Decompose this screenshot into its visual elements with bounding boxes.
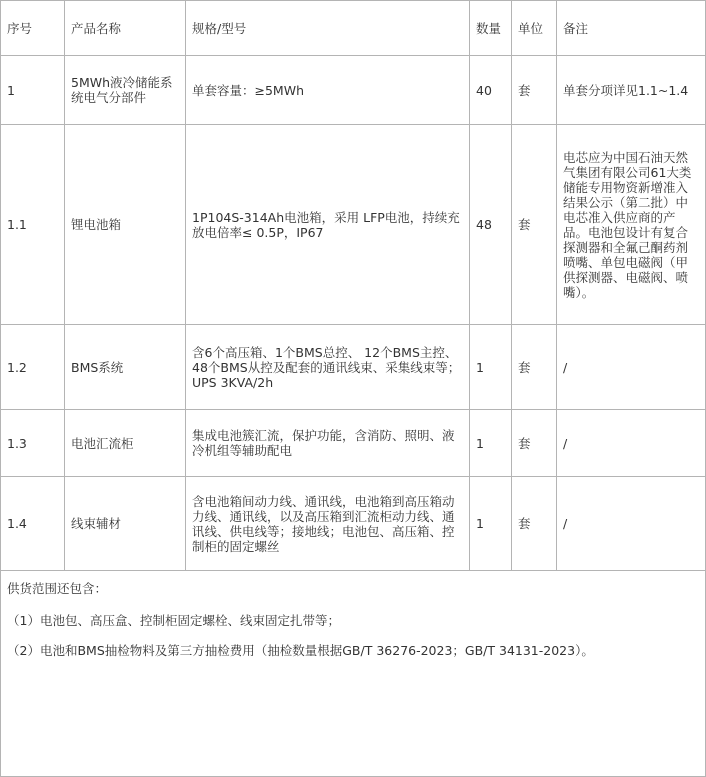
table-row <box>1 325 706 410</box>
cell-name: 锂电池箱 <box>65 125 186 325</box>
cell-name: 电池汇流柜 <box>65 410 186 477</box>
header-qty: 数量 <box>470 1 512 56</box>
cell-name: 线束辅材 <box>65 477 186 571</box>
header-name: 产品名称 <box>65 1 186 56</box>
header-spec: 规格/型号 <box>186 1 470 56</box>
table-row <box>1 125 706 325</box>
table-row <box>1 477 706 571</box>
cell-unit: 套 <box>512 56 557 125</box>
supply-scope-cell <box>1 571 706 777</box>
cell-spec: 1P104S-314Ah电池箱，采用 LFP电池，持续充放电倍率≤ 0.5P，IP67 <box>186 125 470 325</box>
cell-qty: 1 <box>470 477 512 571</box>
cell-seq: 1.1 <box>1 125 65 325</box>
cell-remark: 单套分项详见1.1~1.4 <box>557 56 706 125</box>
header-remark: 备注 <box>557 1 706 56</box>
cell-spec: 含6个高压箱、1个BMS总控、 12个BMS主控、48个BMS从控及配套的通讯线束、采集线束等；UPS 3KVA/2h <box>186 325 470 410</box>
supply-scope-item-1: （1）电池包、高压盒、控制柜固定螺栓、线束固定扎带等； <box>7 613 340 628</box>
cell-name: 5MWh液冷储能系统电气分部件 <box>65 56 186 125</box>
supply-scope-title: 供货范围还包含： <box>7 581 108 596</box>
table-row <box>1 410 706 477</box>
supply-scope-item-2: （2）电池和BMS抽检物料及第三方抽检费用（抽检数量根据GB/T 36276-2023；GB/T 34131-2023）。 <box>7 643 594 658</box>
cell-remark: 电芯应为中国石油天然气集团有限公司61大类储能专用物资新增准入结果公示（第二批）中电芯准入供应商的产品。电池包设计有复合探测器和全氟己酮药剂喷嘴、单包电磁阀（甲供探测器、电磁阀、喷嘴）。 <box>557 125 706 325</box>
supply-scope-row <box>1 571 706 777</box>
cell-spec: 集成电池簇汇流，保护功能，含消防、照明、液冷机组等辅助配电 <box>186 410 470 477</box>
cell-remark: / <box>557 477 706 571</box>
cell-qty: 1 <box>470 410 512 477</box>
cell-seq: 1 <box>1 56 65 125</box>
cell-unit: 套 <box>512 410 557 477</box>
cell-remark: / <box>557 325 706 410</box>
cell-qty: 48 <box>470 125 512 325</box>
cell-unit: 套 <box>512 477 557 571</box>
cell-unit: 套 <box>512 125 557 325</box>
cell-spec: 含电池箱间动力线、通讯线，电池箱到高压箱动力线、通讯线，以及高压箱到汇流柜动力线、通讯线、供电线等；接地线；电池包、高压箱、控制柜的固定螺丝 <box>186 477 470 571</box>
cell-seq: 1.2 <box>1 325 65 410</box>
cell-qty: 40 <box>470 56 512 125</box>
cell-seq: 1.3 <box>1 410 65 477</box>
header-unit: 单位 <box>512 1 557 56</box>
cell-unit: 套 <box>512 325 557 410</box>
table-header-row <box>1 1 706 56</box>
header-seq: 序号 <box>1 1 65 56</box>
cell-remark: / <box>557 410 706 477</box>
cell-name: BMS系统 <box>65 325 186 410</box>
cell-seq: 1.4 <box>1 477 65 571</box>
table-row <box>1 56 706 125</box>
cell-qty: 1 <box>470 325 512 410</box>
cell-spec: 单套容量：≥5MWh <box>186 56 470 125</box>
